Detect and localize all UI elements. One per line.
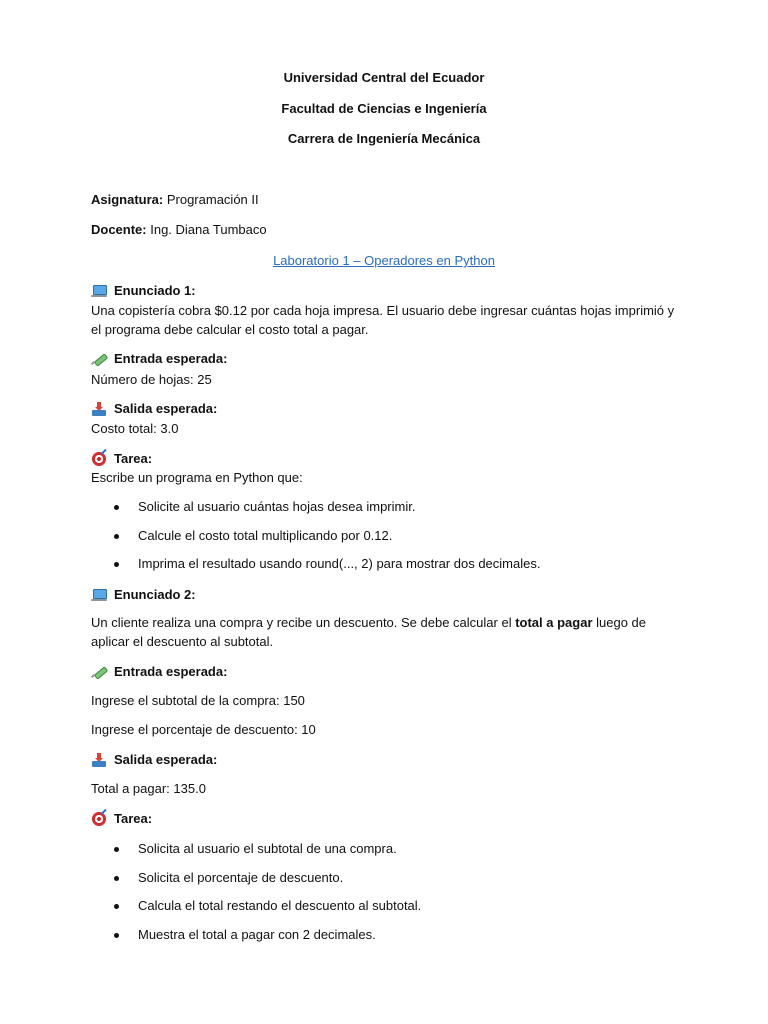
university-name: Universidad Central del Ecuador [283, 70, 485, 85]
inbox-tray-icon [91, 402, 107, 416]
syringe-icon [91, 665, 107, 679]
exercise2-input-heading [91, 663, 227, 680]
exercise2-input-line1: Ingrese el subtotal de la compra: 150 [91, 693, 305, 708]
career-name: Carrera de Ingeniería Mecánica [287, 131, 481, 146]
bullet-dot [114, 933, 119, 938]
exercise1-input-heading [91, 350, 227, 367]
laptop-icon [91, 588, 107, 602]
syringe-icon [91, 352, 107, 366]
exercise2-statement-bold: total a pagar [515, 615, 593, 630]
exercise2-statement-part-a: Un cliente realiza una compra y recibe un descuento. Se debe calcular el [91, 615, 516, 630]
laptop-icon [91, 284, 107, 298]
exercise1-heading-text: Enunciado 1: [114, 283, 196, 298]
bullet-dot [114, 847, 119, 852]
teacher-label: Docente: [91, 222, 147, 237]
exercise1-task-intro: Escribe un programa en Python que: [91, 470, 303, 485]
list-item-text: Muestra el total a pagar con 2 decimales. [138, 927, 376, 942]
list-item-text: Imprima el resultado usando round(..., 2) para mostrar dos decimales. [138, 556, 541, 571]
list-item-text: Solicita al usuario el subtotal de una compra. [138, 841, 397, 856]
exercise1-output-heading [91, 400, 217, 417]
exercise2-output-line: Total a pagar: 135.0 [91, 781, 206, 796]
list-item-text: Solicite al usuario cuántas hojas desea imprimir. [138, 499, 416, 514]
exercise2-statement-line1 [91, 614, 646, 631]
exercise2-input-heading-text: Entrada esperada: [114, 664, 228, 679]
exercise2-task-heading-text: Tarea: [114, 811, 153, 826]
target-icon [91, 812, 107, 826]
exercise1-task-heading [91, 450, 152, 467]
list-item-text: Calcule el costo total multiplicando por 0.12. [138, 528, 393, 543]
teacher-value: Ing. Diana Tumbaco [146, 222, 267, 237]
exercise2-heading [91, 586, 196, 603]
exercise2-input-line2: Ingrese el porcentaje de descuento: 10 [91, 722, 316, 737]
exercise1-output-heading-text: Salida esperada: [114, 401, 218, 416]
bullet-dot [114, 904, 119, 909]
exercise1-statement-line1: Una copistería cobra $0.12 por cada hoja impresa. El usuario debe ingresar cuántas hojas imprimió y [91, 303, 675, 318]
exercise2-statement-line2: aplicar el descuento al subtotal. [91, 634, 274, 649]
exercise2-statement-part-b: luego de [592, 615, 646, 630]
exercise1-task-heading-text: Tarea: [114, 451, 153, 466]
lab-title-row [0, 252, 768, 269]
list-item-text: Calcula el total restando el descuento al subtotal. [138, 898, 422, 913]
subject-value: Programación II [163, 192, 259, 207]
teacher-line [91, 221, 267, 238]
bullet-dot [114, 505, 119, 510]
lab-title-link[interactable]: Laboratorio 1 – Operadores en Python [273, 253, 495, 268]
exercise1-input-heading-text: Entrada esperada: [114, 351, 228, 366]
exercise1-statement-line2: el programa debe calcular el costo total a pagar. [91, 322, 369, 337]
subject-label: Asignatura: [91, 192, 164, 207]
exercise1-heading [91, 282, 196, 299]
list-item-text: Solicita el porcentaje de descuento. [138, 870, 344, 885]
inbox-tray-icon [91, 753, 107, 767]
exercise2-task-heading [91, 810, 152, 827]
bullet-dot [114, 876, 119, 881]
exercise1-input-line: Número de hojas: 25 [91, 372, 212, 387]
exercise2-output-heading [91, 751, 217, 768]
bullet-dot [114, 534, 119, 539]
bullet-dot [114, 562, 119, 567]
subject-line [91, 191, 259, 208]
exercise2-output-heading-text: Salida esperada: [114, 752, 218, 767]
target-icon [91, 452, 107, 466]
exercise2-heading-text: Enunciado 2: [114, 587, 196, 602]
faculty-name: Facultad de Ciencias e Ingeniería [281, 101, 487, 116]
exercise1-output-line: Costo total: 3.0 [91, 421, 179, 436]
